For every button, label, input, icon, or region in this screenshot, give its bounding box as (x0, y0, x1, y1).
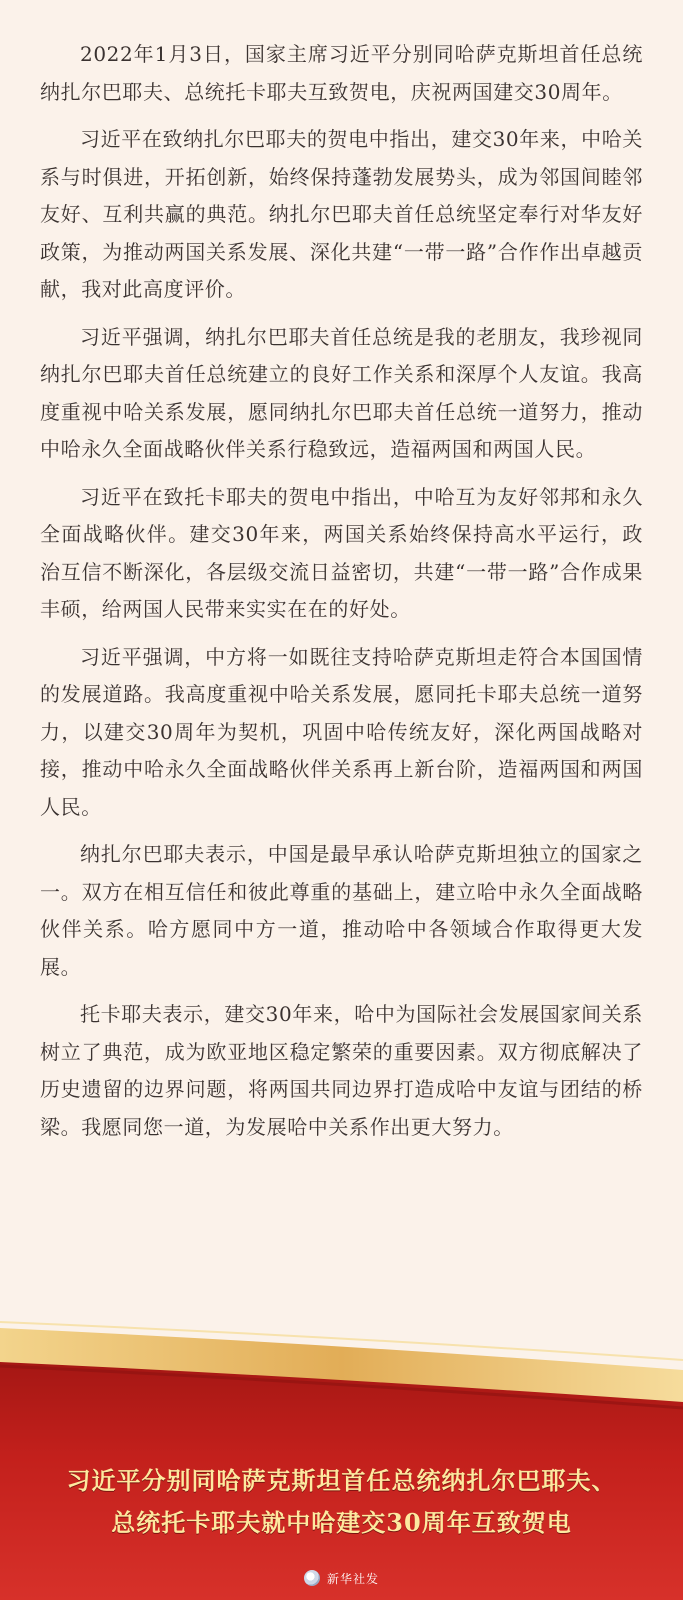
globe-icon (304, 1570, 320, 1586)
paragraph-3: 习近平强调，纳扎尔巴耶夫首任总统是我的老朋友，我珍视同纳扎尔巴耶夫首任总统建立的良好工作关系和深厚个人友谊。我高度重视中哈关系发展，愿同纳扎尔巴耶夫首任总统一道努力，推动中哈永久全面战略伙伴关系行稳致远，造福两国和两国人民。 (40, 324, 643, 461)
footer-credit (0, 1565, 683, 1591)
logo-text: 新华社发 (326, 1571, 379, 1586)
headline-line-1: 习近平分别同哈萨克斯坦首任总统纳扎尔巴耶夫、 (66, 1466, 617, 1495)
decorative-band (0, 1300, 683, 1600)
paragraph-1: 2022年1月3日，国家主席习近平分别同哈萨克斯坦首任总统纳扎尔巴耶夫、总统托卡耶夫互致贺电，庆祝两国建交30周年。 (40, 42, 643, 104)
paragraph-2: 习近平在致纳扎尔巴耶夫的贺电中指出，建交30年来，中哈关系与时俱进，开拓创新，始终保持蓬勃发展势头，成为邻国间睦邻友好、互利共赢的典范。纳扎尔巴耶夫首任总统坚定奉行对华友好政策，为推动两国关系发展、深化共建“一带一路”合作作出卓越贡献，我对此高度评价。 (40, 127, 643, 301)
paragraph-6: 纳扎尔巴耶夫表示，中国是最早承认哈萨克斯坦独立的国家之一。双方在相互信任和彼此尊重的基础上，建立哈中永久全面战略伙伴关系。哈方愿同中方一道，推动哈中各领域合作取得更大发展。 (40, 842, 643, 979)
paragraph-5: 习近平强调，中方将一如既往支持哈萨克斯坦走符合本国国情的发展道路。我高度重视中哈关系发展，愿同托卡耶夫总统一道努力，以建交30周年为契机，巩固中哈传统友好，深化两国战略对接，推动中哈永久全面战略伙伴关系再上新台阶，造福两国和两国人民。 (40, 644, 643, 819)
paragraph-4: 习近平在致托卡耶夫的贺电中指出，中哈互为友好邻邦和永久全面战略伙伴。建交30年来，两国关系始终保持高水平运行，政治互信不断深化，各层级交流日益密切，共建“一带一路”合作成果丰硕，给两国人民带来实实在在的好处。 (40, 484, 643, 621)
gold-swoosh-graphic (0, 1300, 683, 1600)
headline-block (0, 1460, 683, 1544)
paragraph-7: 托卡耶夫表示，建交30年来，哈中为国际社会发展国家间关系树立了典范，成为欧亚地区稳定繁荣的重要因素。双方彻底解决了历史遗留的边界问题，将两国共同边界打造成哈中友谊与团结的桥梁。我愿同您一道，为发展哈中关系作出更大努力。 (40, 1002, 643, 1139)
article-body (40, 36, 643, 1156)
headline-line-2: 总统托卡耶夫就中哈建交30周年互致贺电 (111, 1508, 572, 1537)
